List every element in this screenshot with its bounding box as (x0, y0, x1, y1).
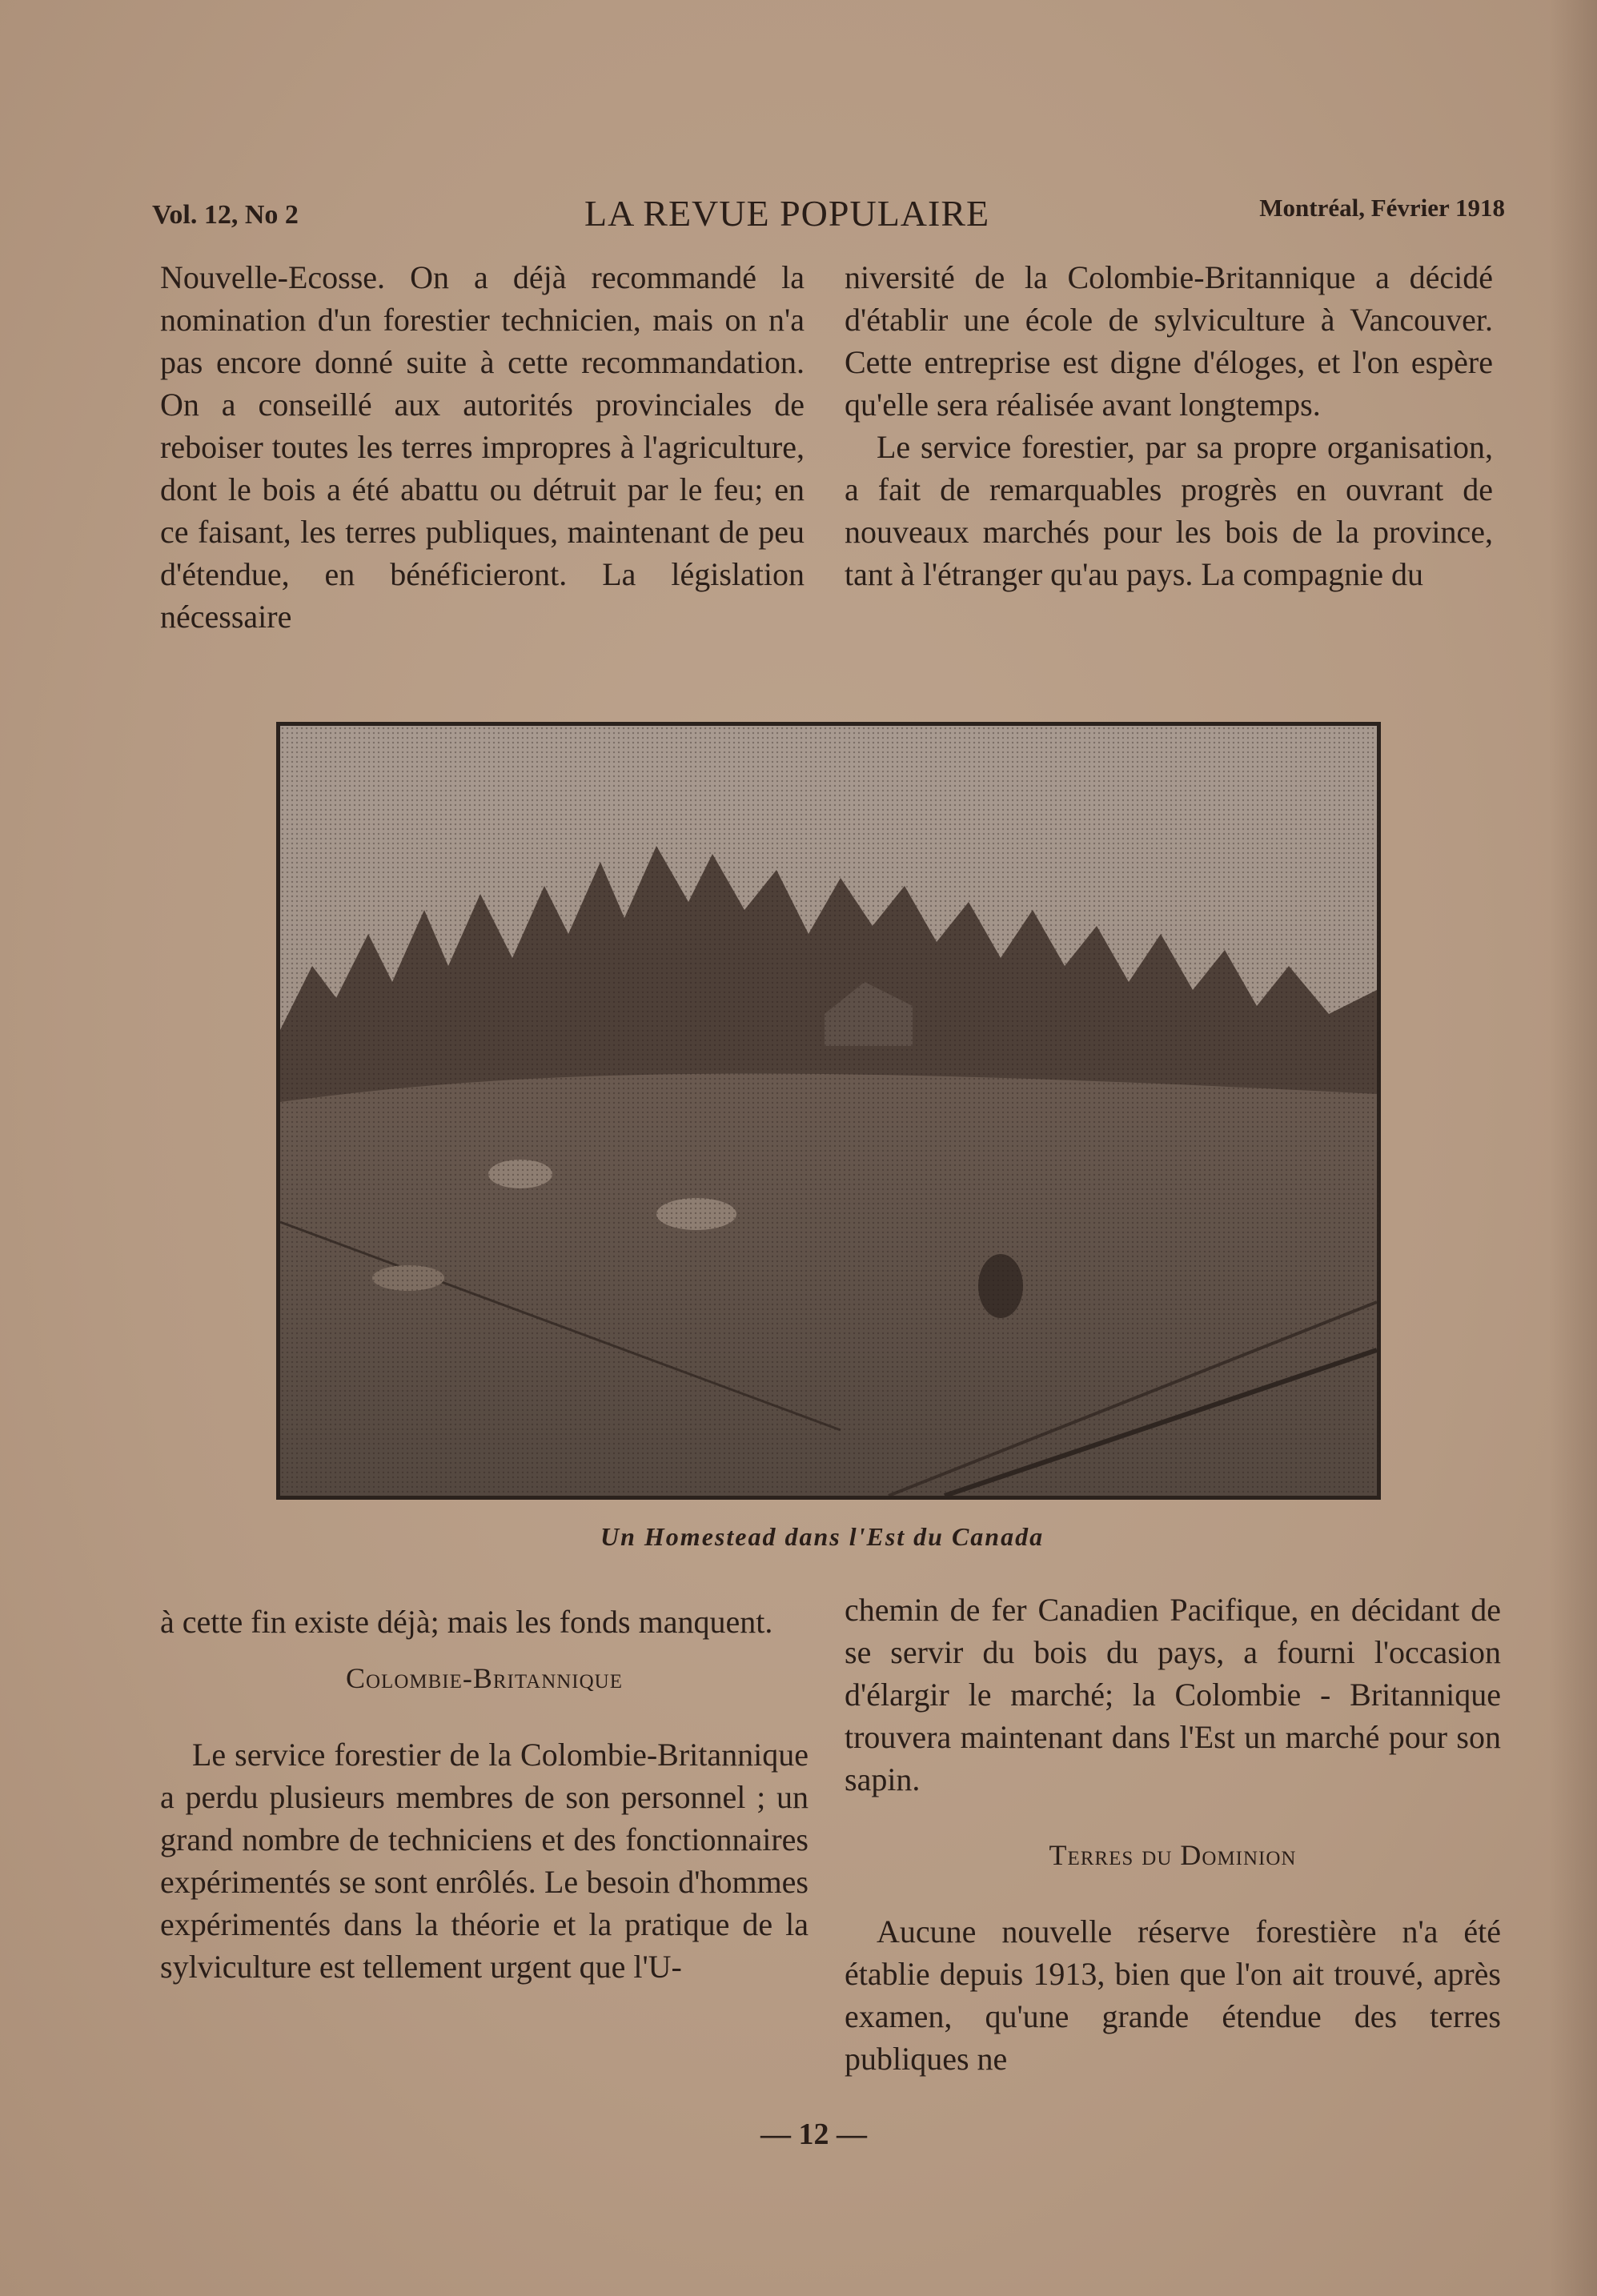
paragraph: Le service forestier de la Colombie-Britannique a perdu plusieurs membres de son personnel ; un grand nombre de techniciens et des fonctionnaires expérimentés se sont enrôlés. Le besoin d'hommes expérimentés dans la théorie et la pratique de la sylviculture est tellement urgent que l'U- (160, 1737, 809, 1985)
column-top-right (845, 256, 1493, 595)
page-edge-shadow (1549, 0, 1597, 2296)
paragraph: à cette fin existe déjà; mais les fonds manquent. (160, 1604, 773, 1640)
column-bottom-left (160, 1601, 809, 1988)
section-heading: Terres du Dominion (1049, 1839, 1297, 1871)
photo-caption: Un Homestead dans l'Est du Canada (600, 1522, 1045, 1551)
column-top-left (160, 256, 805, 638)
paragraph: niversité de la Colombie-Britannique a décidé d'établir une école de sylviculture à Vancouver. Cette entreprise est digne d'éloges, et l'on espère qu'elle sera réalisée avant longtemps. (845, 259, 1493, 423)
paragraph: Aucune nouvelle réserve forestière n'a été établie depuis 1913, bien que l'on ait trouvé, après examen, qu'une grande étendue des terres publiques ne (845, 1913, 1501, 2077)
paragraph: chemin de fer Canadien Pacifique, en décidant de se servir du bois du pays, a fourni l'occasion d'élargir le marché; la Colombie - Britannique trouvera maintenant dans l'Est un marché pour son sapin. (845, 1592, 1501, 1797)
paragraph: Le service forestier, par sa propre organisation, a fait de remarquables progrès en ouvrant de nouveaux marchés pour les bois de la province, tant à l'étranger qu'au pays. La compagnie du (845, 429, 1493, 592)
column-bottom-right (845, 1589, 1501, 2080)
paragraph: Nouvelle-Ecosse. On a déjà recommandé la nomination d'un forestier technicien, mais on n'a pas encore donné suite à cette recommandation. On a conseillé aux autorités provinciales de reboiser toutes les terres impropres à l'agriculture, dont le bois a été abattu ou détruit par le feu; en ce faisant, les terres publiques, maintenant de peu d'étendue, en bénéficieront. La législation nécessaire (160, 259, 805, 635)
homestead-photo (276, 722, 1381, 1500)
page-number: — 12 — (760, 2118, 867, 2151)
page-header (152, 192, 1505, 240)
magazine-title: LA REVUE POPULAIRE (584, 193, 990, 234)
section-heading: Colombie-Britannique (345, 1662, 624, 1694)
issue-date: Montréal, Février 1918 (1259, 194, 1505, 222)
volume-number: Vol. 12, No 2 (152, 200, 299, 230)
